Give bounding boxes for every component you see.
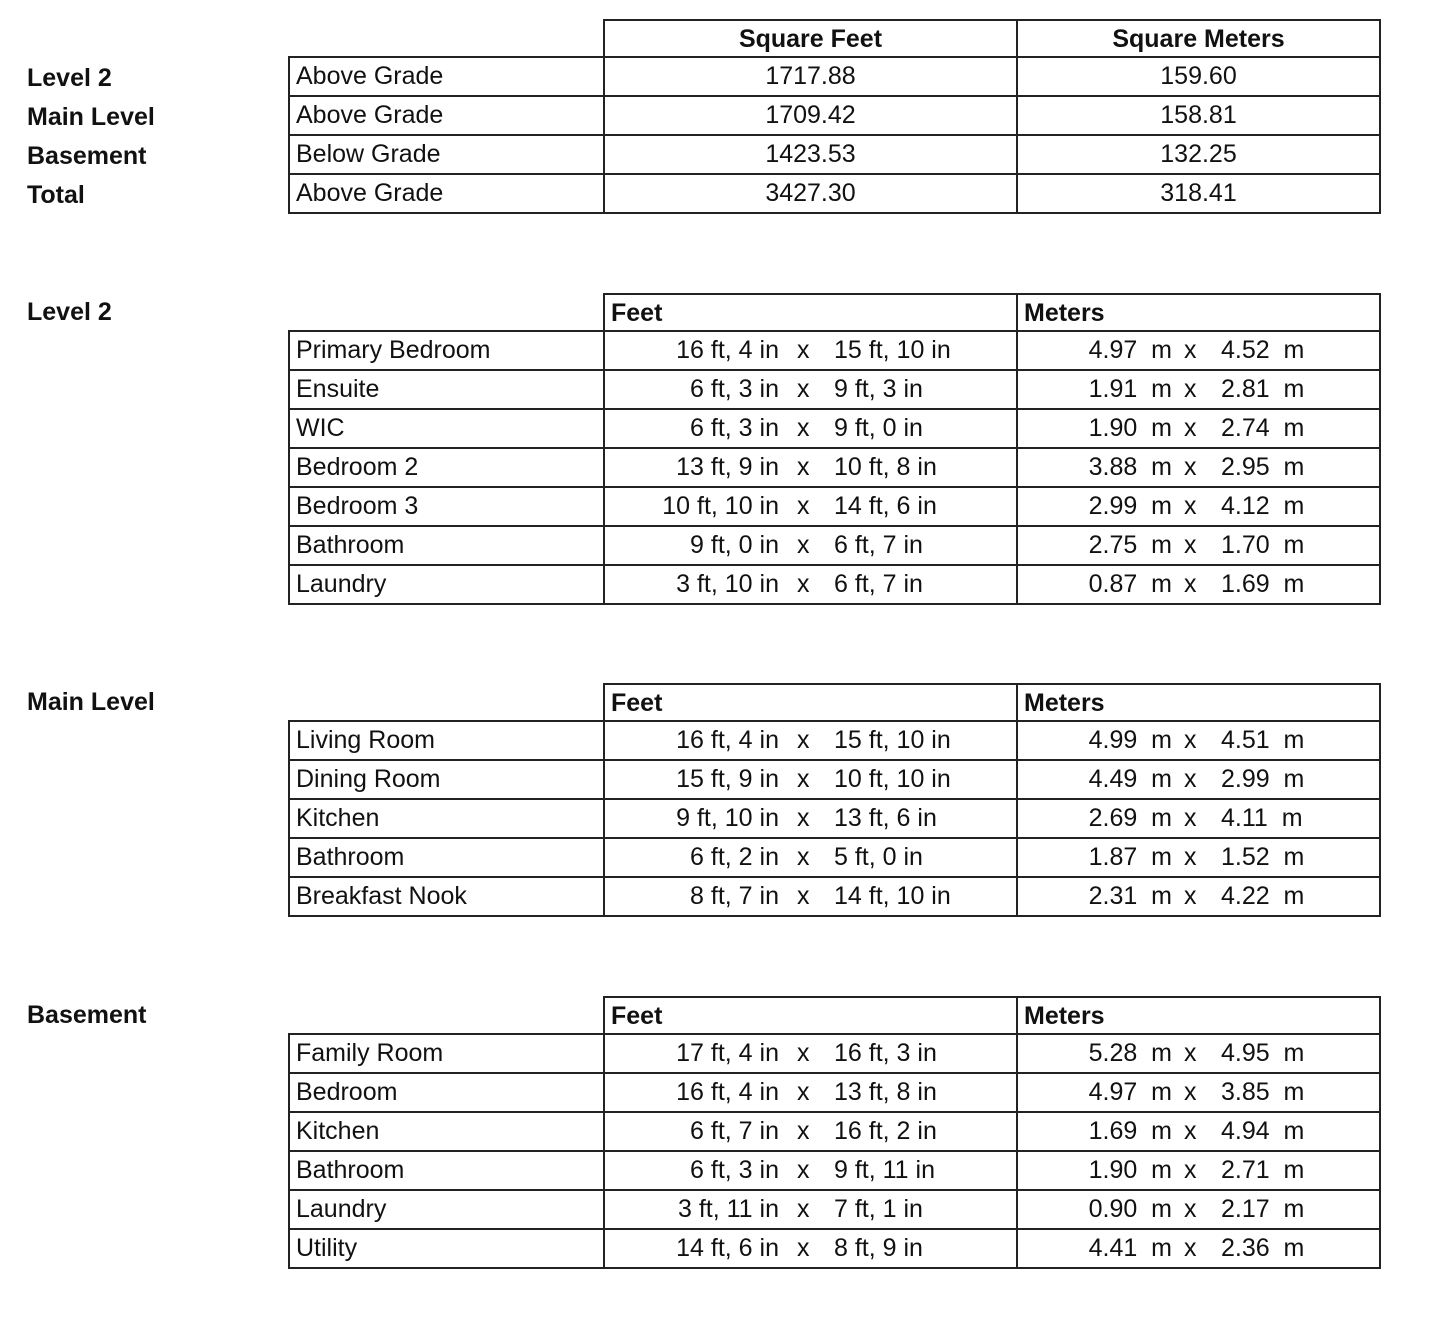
feet-cell — [603, 564, 1018, 605]
meters-width: 1.52 m — [1221, 843, 1305, 871]
meters-width: 4.51 m — [1221, 726, 1305, 754]
summary-table — [288, 19, 1381, 214]
feet-cell — [603, 486, 1018, 527]
meters-width: 4.94 m — [1221, 1117, 1305, 1145]
meters-length: 0.87 m — [1088, 570, 1172, 598]
feet-length: 9 ft, 0 in — [690, 531, 779, 559]
section-title: Main Level — [27, 688, 155, 716]
times-separator: x — [1184, 570, 1197, 598]
feet-width: 9 ft, 0 in — [834, 414, 923, 442]
feet-header: Feet — [603, 683, 1018, 722]
feet-cell — [603, 1033, 1018, 1074]
meters-length: 4.97 m — [1088, 1078, 1172, 1106]
feet-width: 13 ft, 8 in — [834, 1078, 937, 1106]
meters-length: 4.49 m — [1088, 765, 1172, 793]
feet-cell — [603, 369, 1018, 410]
times-separator: x — [797, 765, 810, 793]
room-name-cell: Primary Bedroom — [288, 330, 605, 371]
times-separator: x — [1184, 414, 1197, 442]
times-separator: x — [1184, 336, 1197, 364]
summary-label-level-2: Level 2 — [27, 64, 112, 92]
meters-cell — [1016, 759, 1381, 800]
meters-header: Meters — [1016, 683, 1381, 722]
feet-length: 10 ft, 10 in — [662, 492, 779, 520]
meters-width: 2.71 m — [1221, 1156, 1305, 1184]
feet-cell — [603, 1111, 1018, 1152]
meters-width: 3.85 m — [1221, 1078, 1305, 1106]
room-name-cell: Utility — [288, 1228, 605, 1269]
room-name-cell: Bathroom — [288, 837, 605, 878]
sqm-cell: 318.41 — [1016, 173, 1381, 214]
meters-length: 1.90 m — [1088, 1156, 1172, 1184]
times-separator: x — [1184, 843, 1197, 871]
meters-width: 2.36 m — [1221, 1234, 1305, 1262]
times-separator: x — [797, 726, 810, 754]
feet-length: 13 ft, 9 in — [676, 453, 779, 481]
feet-length: 6 ft, 3 in — [690, 375, 779, 403]
sqm-header: Square Meters — [1016, 19, 1381, 58]
section-title: Basement — [27, 1001, 147, 1029]
room-name-cell: Kitchen — [288, 1111, 605, 1152]
table-row — [288, 1152, 1381, 1191]
times-separator: x — [797, 1234, 810, 1262]
feet-length: 16 ft, 4 in — [676, 1078, 779, 1106]
room-name-cell: Bathroom — [288, 1150, 605, 1191]
feet-length: 14 ft, 6 in — [676, 1234, 779, 1262]
sqm-cell: 132.25 — [1016, 134, 1381, 175]
meters-cell — [1016, 408, 1381, 449]
feet-width: 9 ft, 11 in — [834, 1156, 935, 1184]
room-table — [288, 293, 1381, 605]
table-row — [288, 136, 1381, 175]
sqft-header: Square Feet — [603, 19, 1018, 58]
room-name-cell: Living Room — [288, 720, 605, 761]
grade-cell: Above Grade — [288, 56, 605, 97]
grade-cell: Below Grade — [288, 134, 605, 175]
meters-cell — [1016, 447, 1381, 488]
room-table — [288, 996, 1381, 1269]
meters-length: 1.91 m — [1088, 375, 1172, 403]
room-table-header-row — [288, 683, 1381, 722]
meters-cell — [1016, 369, 1381, 410]
feet-width: 16 ft, 3 in — [834, 1039, 937, 1067]
room-name-cell: Bedroom — [288, 1072, 605, 1113]
times-separator: x — [797, 1039, 810, 1067]
meters-header: Meters — [1016, 996, 1381, 1035]
meters-width: 4.11 m — [1221, 804, 1303, 832]
feet-cell — [603, 798, 1018, 839]
times-separator: x — [1184, 1117, 1197, 1145]
feet-cell — [603, 1189, 1018, 1230]
feet-length: 6 ft, 3 in — [690, 1156, 779, 1184]
meters-length: 2.31 m — [1088, 882, 1172, 910]
times-separator: x — [1184, 1195, 1197, 1223]
room-table-header-row — [288, 293, 1381, 332]
times-separator: x — [797, 1078, 810, 1106]
meters-width: 2.99 m — [1221, 765, 1305, 793]
meters-length: 1.87 m — [1088, 843, 1172, 871]
meters-width: 4.22 m — [1221, 882, 1305, 910]
feet-width: 14 ft, 6 in — [834, 492, 937, 520]
times-separator: x — [1184, 1156, 1197, 1184]
times-separator: x — [797, 414, 810, 442]
times-separator: x — [1184, 804, 1197, 832]
meters-cell — [1016, 876, 1381, 917]
grade-cell: Above Grade — [288, 173, 605, 214]
feet-cell — [603, 1072, 1018, 1113]
table-row — [288, 332, 1381, 371]
meters-length: 2.69 m — [1088, 804, 1172, 832]
meters-cell — [1016, 720, 1381, 761]
times-separator: x — [1184, 1234, 1197, 1262]
meters-length: 2.75 m — [1088, 531, 1172, 559]
sqft-cell: 1709.42 — [603, 95, 1018, 136]
meters-length: 1.69 m — [1088, 1117, 1172, 1145]
times-separator: x — [1184, 1078, 1197, 1106]
times-separator: x — [797, 804, 810, 832]
feet-width: 7 ft, 1 in — [834, 1195, 923, 1223]
meters-width: 2.17 m — [1221, 1195, 1305, 1223]
table-row — [288, 488, 1381, 527]
times-separator: x — [1184, 375, 1197, 403]
table-row — [288, 839, 1381, 878]
meters-cell — [1016, 486, 1381, 527]
summary-label-total: Total — [27, 181, 85, 209]
meters-cell — [1016, 837, 1381, 878]
room-name-cell: Family Room — [288, 1033, 605, 1074]
feet-width: 10 ft, 10 in — [834, 765, 951, 793]
meters-length: 5.28 m — [1088, 1039, 1172, 1067]
meters-cell — [1016, 1150, 1381, 1191]
grade-cell: Above Grade — [288, 95, 605, 136]
feet-length: 16 ft, 4 in — [676, 726, 779, 754]
room-name-cell: Bedroom 2 — [288, 447, 605, 488]
table-row — [288, 527, 1381, 566]
times-separator: x — [1184, 882, 1197, 910]
meters-width: 4.95 m — [1221, 1039, 1305, 1067]
room-name-cell: Kitchen — [288, 798, 605, 839]
feet-cell — [603, 408, 1018, 449]
meters-length: 2.99 m — [1088, 492, 1172, 520]
times-separator: x — [797, 531, 810, 559]
feet-length: 6 ft, 2 in — [690, 843, 779, 871]
feet-width: 14 ft, 10 in — [834, 882, 951, 910]
room-name-cell: Bathroom — [288, 525, 605, 566]
table-row — [288, 566, 1381, 605]
meters-cell — [1016, 1189, 1381, 1230]
times-separator: x — [797, 570, 810, 598]
meters-length: 4.41 m — [1088, 1234, 1172, 1262]
meters-cell — [1016, 1033, 1381, 1074]
table-row — [288, 175, 1381, 214]
feet-length: 16 ft, 4 in — [676, 336, 779, 364]
sqm-cell: 158.81 — [1016, 95, 1381, 136]
meters-width: 1.70 m — [1221, 531, 1305, 559]
table-row — [288, 1191, 1381, 1230]
room-table-header-row — [288, 996, 1381, 1035]
table-row — [288, 1230, 1381, 1269]
meters-header: Meters — [1016, 293, 1381, 332]
feet-cell — [603, 720, 1018, 761]
feet-length: 3 ft, 10 in — [676, 570, 779, 598]
times-separator: x — [1184, 726, 1197, 754]
meters-width: 2.81 m — [1221, 375, 1305, 403]
times-separator: x — [1184, 531, 1197, 559]
table-row — [288, 1074, 1381, 1113]
room-name-cell: Ensuite — [288, 369, 605, 410]
summary-label-basement: Basement — [27, 142, 147, 170]
table-row — [288, 722, 1381, 761]
feet-cell — [603, 837, 1018, 878]
meters-length: 1.90 m — [1088, 414, 1172, 442]
meters-length: 0.90 m — [1088, 1195, 1172, 1223]
feet-cell — [603, 759, 1018, 800]
feet-width: 10 ft, 8 in — [834, 453, 937, 481]
room-name-cell: Breakfast Nook — [288, 876, 605, 917]
table-row — [288, 878, 1381, 917]
table-row — [288, 371, 1381, 410]
times-separator: x — [797, 375, 810, 403]
feet-length: 6 ft, 3 in — [690, 414, 779, 442]
feet-width: 16 ft, 2 in — [834, 1117, 937, 1145]
feet-length: 3 ft, 11 in — [678, 1195, 779, 1223]
table-row — [288, 97, 1381, 136]
meters-width: 2.95 m — [1221, 453, 1305, 481]
times-separator: x — [797, 453, 810, 481]
sqft-cell: 3427.30 — [603, 173, 1018, 214]
summary-header-row — [288, 19, 1381, 58]
times-separator: x — [797, 1156, 810, 1184]
feet-header: Feet — [603, 293, 1018, 332]
table-row — [288, 1113, 1381, 1152]
meters-length: 4.97 m — [1088, 336, 1172, 364]
room-table — [288, 683, 1381, 917]
table-row — [288, 410, 1381, 449]
table-row — [288, 800, 1381, 839]
meters-cell — [1016, 525, 1381, 566]
summary-label-main-level: Main Level — [27, 103, 155, 131]
times-separator: x — [1184, 453, 1197, 481]
meters-cell — [1016, 330, 1381, 371]
feet-width: 6 ft, 7 in — [834, 570, 923, 598]
feet-width: 9 ft, 3 in — [834, 375, 923, 403]
sqft-cell: 1423.53 — [603, 134, 1018, 175]
meters-length: 4.99 m — [1088, 726, 1172, 754]
feet-header: Feet — [603, 996, 1018, 1035]
room-name-cell: WIC — [288, 408, 605, 449]
feet-width: 8 ft, 9 in — [834, 1234, 923, 1262]
feet-cell — [603, 876, 1018, 917]
feet-length: 6 ft, 7 in — [690, 1117, 779, 1145]
table-row — [288, 761, 1381, 800]
feet-width: 13 ft, 6 in — [834, 804, 937, 832]
meters-width: 1.69 m — [1221, 570, 1305, 598]
feet-length: 17 ft, 4 in — [676, 1039, 779, 1067]
feet-cell — [603, 447, 1018, 488]
meters-cell — [1016, 1072, 1381, 1113]
times-separator: x — [797, 1195, 810, 1223]
sqft-cell: 1717.88 — [603, 56, 1018, 97]
feet-length: 8 ft, 7 in — [690, 882, 779, 910]
table-row — [288, 449, 1381, 488]
meters-cell — [1016, 564, 1381, 605]
section-title: Level 2 — [27, 298, 112, 326]
meters-width: 4.52 m — [1221, 336, 1305, 364]
times-separator: x — [797, 336, 810, 364]
table-row — [288, 58, 1381, 97]
room-name-cell: Dining Room — [288, 759, 605, 800]
feet-length: 9 ft, 10 in — [676, 804, 779, 832]
meters-length: 3.88 m — [1088, 453, 1172, 481]
feet-cell — [603, 1150, 1018, 1191]
times-separator: x — [797, 882, 810, 910]
feet-cell — [603, 525, 1018, 566]
times-separator: x — [797, 843, 810, 871]
meters-cell — [1016, 1111, 1381, 1152]
room-name-cell: Laundry — [288, 1189, 605, 1230]
times-separator: x — [1184, 1039, 1197, 1067]
feet-width: 6 ft, 7 in — [834, 531, 923, 559]
table-row — [288, 1035, 1381, 1074]
meters-width: 4.12 m — [1221, 492, 1305, 520]
feet-width: 15 ft, 10 in — [834, 726, 951, 754]
feet-width: 5 ft, 0 in — [834, 843, 923, 871]
sqm-cell: 159.60 — [1016, 56, 1381, 97]
feet-length: 15 ft, 9 in — [676, 765, 779, 793]
room-name-cell: Bedroom 3 — [288, 486, 605, 527]
meters-cell — [1016, 1228, 1381, 1269]
times-separator: x — [797, 492, 810, 520]
meters-width: 2.74 m — [1221, 414, 1305, 442]
feet-cell — [603, 330, 1018, 371]
times-separator: x — [1184, 492, 1197, 520]
meters-cell — [1016, 798, 1381, 839]
feet-width: 15 ft, 10 in — [834, 336, 951, 364]
times-separator: x — [797, 1117, 810, 1145]
times-separator: x — [1184, 765, 1197, 793]
feet-cell — [603, 1228, 1018, 1269]
room-name-cell: Laundry — [288, 564, 605, 605]
